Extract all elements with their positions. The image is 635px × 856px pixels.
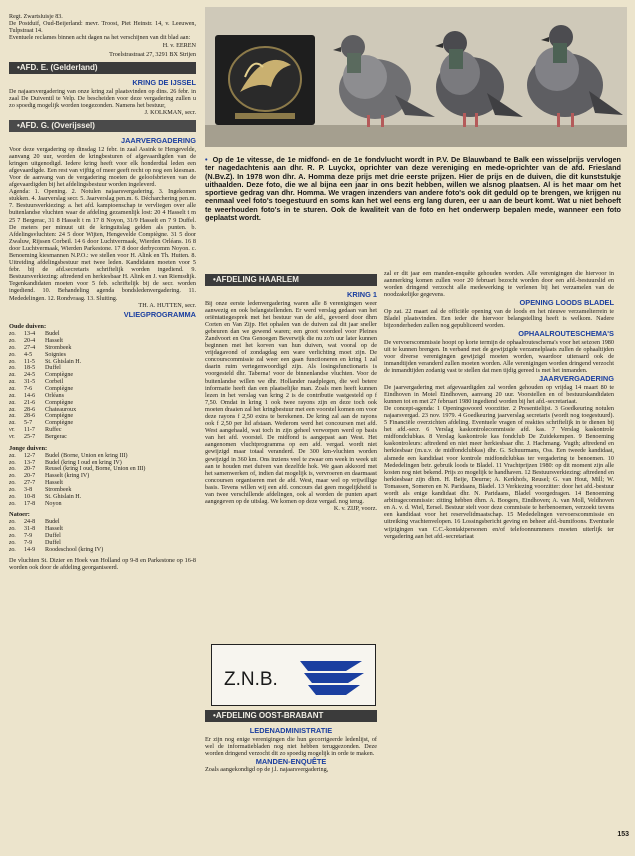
- schedule-date: 18-5: [24, 365, 36, 372]
- schedule-date: 4-5: [24, 351, 33, 358]
- schedule-day: zo.: [9, 540, 16, 546]
- schedule-place: St. Ghislain H.: [45, 493, 82, 500]
- signature-address: Troelstrastraat 27, 3291 BX Strijen: [109, 51, 196, 59]
- schedule-day: za.: [9, 392, 16, 399]
- schedule-row: [9, 379, 84, 386]
- schedule-row: [9, 427, 84, 434]
- section-heading: VLIEGPROGRAMMA: [123, 309, 196, 319]
- schedule-row: [9, 453, 148, 460]
- schedule-date: 27-7: [24, 480, 36, 487]
- schedule-place: Compiègne: [45, 413, 74, 420]
- schedule-place: Budel: [45, 519, 60, 526]
- schedule-title: Natoer:: [9, 511, 30, 519]
- article-body: De vervoerscommissie hoopt op korte termijn de ophaalrouteschema's voor het seizoen 1980 uit te kunnen brengen. In verband met de gewijzigde verzamelplaats zullen de ophaaltijden voor diverse verenigingen gewijzigd moeten worden, waardoor uiteraard ook de inmandtijden veranderd zullen moeten worden. Alle verenigingen worden dringend verzocht de inmandtijden zodanig vast te stellen dat men tijdig gereed is met het inmanden.: [384, 338, 614, 375]
- section-heading: JAARVERGADERING: [120, 136, 196, 146]
- schedule-date: 5-7: [24, 420, 33, 427]
- schedule-table-natoer: [9, 519, 106, 553]
- concept-agenda: De concept-agenda: 1 Openingswoord voorzitter. 2 Presentielijst. 3 Goedkeuring notulen najaarsvergad. 23 nov. 1979. 4 Goedkeuring jaarverslag secretaris (wordt nog toegestuurd). 5 Financiële overzichten afdeling. Eventuele vragen of reakties schriftelijk in te dienen bij het afd.-secr. 6 Verslag kaskontrolecommissie afd. kas. 7 Verslag kaskontrole midfondclubkas. 8 Verslag kaskontrole kas fondclub De Zuidekempen. 9 Benoeming kaskontroleurs: aftredend en niet meer herkiesbaar dhr. J. Hachmang. Vugth; aftredend en herkiesbaar (m.u.v. de midfondclubkas) dhr. G. Schuurmans, Oss. Een tweede kandidaat, alsmede een kandidaat voor kontrole midfondclubkas ter vergadering te benoemen. 10 Mededelingen betr. gebruik loods te Bladel. 11 Vrachtprijzen 1980: op dit moment zijn alle kosten nog niet bekend. Prijs zo mogelijk te handhaven. 12 Bestuursverkiezing: aftredend en herkiesbaar zijn dhrn. H. Beije, Deurne; A. Kerkhofs, Reusel; G. van Hout, Mill; W. Tomassen, Someren en N. Paridaans, Bladel. 13 Verkiezing voorzitter: door het afd.-bestuur wordt als enige kandidaat dhr. N. Paridaans, Bladel voorgedragen. 14 Benoeming arbitragecommissie: zitting hebben dhrn. A. Boogers, Eindhoven; A. van Moll, Veldhoven en A. v. d. Wiel, Eersel. Bestuur stelt voor deze commissie te herbenoemen, verzoekt tevens een kandidaat voor het reservelidmaatschap. 15 Mededelingen vervoerscommissie en uitreiking vrachtenvelopen. 16 Lossingsbericht geving en beheer afd.-bumifoons. Eventuele wijzigingen van C.C.-kontaktpersonen en/of telefoonnummers moeten uiterlijk ter vergadering aan het afd.-secretariaat: [384, 404, 614, 540]
- schedule-place: Compiègne: [45, 385, 74, 392]
- schedule-date: 13-7: [24, 459, 36, 466]
- schedule-row: [9, 393, 84, 400]
- schedule-place: Compiègne: [45, 372, 74, 379]
- schedule-date: 7-9: [24, 540, 33, 546]
- schedule-day: zo.: [9, 519, 16, 526]
- article-body: Bij onze eerste ledenvergadering waren alle 8 verenigingen weer aanwezig en ook belangstellenden. Er werd verslag gedaan van het oriëntatiegesprek met het bestuur van de afd., gevoerd door dhrn Corten en Van Zijp. Het ophalen van de duiven zal dit jaar sneller gebeuren dan we gewend waren; een groot voordeel voor Pleines Zandvoort en Ons Genoegen Beverwijk die nu zo'n uur later kunnen beginnen met het korven van hun duiven, wat vooral op de vrijdagavond of zondagdag een ware verlichting moet zijn. De concourscommissie zal weer een gaan functioneren en kring 1 zal daarin ruim vertegenwoordigd zijn. Als losingsfunctionaris is voorgesteld dhr. Taberna! voor de binnenlandse vluchten. Voor de buitenlandse willen we dhr. Hollander raadplegen, die wel betere informatie heeft dan een plaatselijke man. Zoals men heeft kunnen lezen in het verslag van kring 2 is de contributie vastgesteld op f 7,50. Omdat in kring 1 ook twee rayons zijn en deze toch ook moeten draaien zal het kringbestuur met een voorstel komen om voor deze rayons f 2,50 extra te berekenen. De kring zal aan de rayons ook f 2,50 per lid afstaan. Wederom werd het concoursen met afd. West aangehaald, wat toch in zijn geheel verworpen werd op basis van het afd. voorstel. De midfond is aangepast aan West. Het aangenomen vluchtprogramma op een afd. vergad. wordt niet gewijzigd maar totaal veranderd. De 300 km-vluchten worden gewijzigd in 360 km. Ons inziens veel te zwaar om week in week uit aan te houden met duiven van dezelfde hok. We gaan akkoord met het samenwerken of, indien dat mogelijk is, vervroeren en daarmaast concoursen organiseren met de afd. West, maar wel op vrijwillige basis. Tevens willen wij een afd. concours dat geen mogelijkheid is van twee verschillende afdelingen, ook al worden de punten apart aangegeven op de uitslag. We komen op deze vergad. nog terug.: [205, 299, 377, 506]
- section-heading: KRING 1: [347, 290, 377, 299]
- schedule-day: za.: [9, 406, 16, 413]
- schedule-date: 24-5: [24, 372, 36, 379]
- article-body: De najaarsvergadering van onze kring zal plaatsvinden op dins. 26 febr. in zaal De Duiventil te Velp. De bescheiden voor deze vergadering zullen u zo spoedig mogelijk worden toegezonden. Namens het bestuur,: [9, 87, 196, 109]
- schedule-place: Hasselt (kring IV): [45, 473, 90, 480]
- schedule-row: [9, 487, 148, 494]
- schedule-table-jonge: [9, 453, 148, 508]
- schedule-day: zo.: [9, 473, 16, 480]
- pigeon-photo-illustration: [205, 7, 627, 147]
- schedule-date: 31-5: [24, 379, 36, 386]
- schedule-place: Duffel: [45, 365, 61, 372]
- schedule-day: zo.: [9, 331, 16, 338]
- schedule-row: [9, 352, 84, 359]
- schedule-day: zo.: [9, 480, 16, 487]
- schedule-place: Bergerac: [45, 433, 67, 440]
- schedule-date: 20-7: [24, 473, 36, 480]
- schedule-place: Budel (Borne, Union en kring III): [45, 452, 128, 459]
- schedule-place: Chateauroux: [45, 406, 77, 413]
- schedule-place: Orléans: [45, 392, 64, 399]
- schedule-day: za.: [9, 413, 16, 420]
- schedule-row: [9, 540, 106, 547]
- schedule-date: 14-6: [24, 392, 36, 399]
- schedule-row: [9, 338, 84, 345]
- schedule-date: 17-8: [24, 500, 36, 507]
- schedule-day: zo.: [9, 546, 16, 553]
- article-body: zal er dit jaar een manden-enquête gehouden worden. Alle verenigingen die hiervoor in aanmerking komen zullen voor 20 februari bezocht worden door een afd.-bestuurslid en worden dringend verzocht alle medewerking te verlenen bij het verzamelen van de noodzakelijke gegevens.: [384, 270, 614, 299]
- article-body: Zoals aangekondigd op de j.l. najaarsvergadering,: [205, 766, 329, 774]
- caption-bullet: •: [205, 155, 208, 164]
- schedule-day: zo.: [9, 526, 16, 533]
- schedule-date: 11-5: [24, 358, 35, 365]
- schedule-row: [9, 331, 84, 338]
- signature: H. v. EEREN: [162, 42, 196, 49]
- schedule-date: 25-7: [24, 433, 36, 440]
- signature: TH. A. HUTTEN, secr.: [138, 301, 196, 309]
- photo-caption-text: Op de 1e vitesse, de 1e midfond- en de 1e fondvlucht wordt in P.V. De Blauwband te Balk een wisselprijs vervlogen ter nagedachtenis aan dhr. R. P. Luyckx, oprichter van deze vereniging en mede-oprichter van de afd. Friesland (N.Bv.Z). In 1978 won dhr. A. Homma deze prijs met drie eerste prijzen. Hier de prijs en de duiven, die dit kunststukje uithaalden. Deze foto, die we al bijna een jaar in ons bezit hebben, willen we alsnog plaatsen. Al is het maar om het sportieve gedrag van dhr. Homma. We vragen inzenders van andere foto's ook dit geduld op te brengen, we krijgen nu eenmaal veel foto's toegestuurd en soms kan het wel eens erg lang duren, eer u aan de beurt komt. Wat u niet behoeft te weerhouden foto's in te sturen. Ook de kwaliteit van de foto en het onderwerp bepalen mede, wanneer een foto geplaatst wordt.: [205, 155, 621, 223]
- section-band-afd-g: • AFD. G. (Overijssel): [9, 120, 196, 132]
- schedule-place: Duffel: [45, 533, 61, 540]
- schedule-place: Compiègne: [45, 399, 74, 406]
- schedule-place: Hasselt: [45, 480, 63, 487]
- article-body: Voor deze vergadering op dinsdag 12 febr. in zaal Assink te Hengevelde, aanvang 20 uur, worden de kringbesturen of afgevaardigden van de kringen uitgenodigd. Iedere kring heeft voor elk honderdtal leden een afgevaardigde. Een rest van vijftig of meer geeft recht op nog een kiesman. Voor de aanvang van de vergadering moeten de geloofsbrieven van de afgevaardigden bij het afdelingsbestuur worden ingeleverd.: [9, 145, 196, 189]
- schedule-row: [9, 372, 84, 379]
- schedule-place: Hasselt: [45, 526, 63, 533]
- schedule-row: [9, 473, 148, 480]
- schedule-day: zo.: [9, 365, 16, 372]
- schedule-footer: De vluchten St. Dizier en Hoek van Holland op 9-8 en Parkestone op 16-8 worden ook door de afdeling georganiseerd.: [9, 556, 196, 571]
- schedule-day: zo.: [9, 459, 16, 466]
- section-band-afd-e: • AFD. E. (Gelderland): [9, 62, 196, 74]
- schedule-day: vr.: [9, 433, 15, 440]
- section-band-oost-brabant: • AFDELING OOST-BRABANT: [205, 710, 377, 722]
- schedule-day: za.: [9, 399, 16, 406]
- schedule-place: Ruffec: [45, 427, 62, 434]
- schedule-date: 10-8: [24, 493, 36, 500]
- schedule-place: Compiègne: [45, 420, 74, 427]
- schedule-date: 7-9: [24, 533, 33, 540]
- section-heading: OPENING LOODS BLADEL: [519, 298, 614, 308]
- schedule-day: za.: [9, 452, 16, 459]
- schedule-place: Hasselt: [45, 338, 63, 345]
- znb-logo-text: Z.N.B.: [224, 669, 278, 690]
- article-body: De jaarvergadering met afgevaardigden zal worden gehouden op vrijdag 14 maart 80 te Eindhoven in Motel Eindhoven, aanvang 20 uur. Voorstellen en of bestuurskandidaten kunnen tot en met 27 februari 1980 ingediend worden bij het afd.-secretariaat.: [384, 383, 614, 405]
- signature: J. KOLKMAN, secr.: [144, 108, 196, 116]
- schedule-day: zo.: [9, 486, 16, 493]
- schedule-title: Jonge duiven:: [9, 444, 48, 452]
- schedule-title: Oude duiven:: [9, 323, 47, 331]
- schedule-row: [9, 547, 106, 554]
- schedule-row: [9, 519, 106, 526]
- schedule-table-oude: [9, 331, 84, 441]
- schedule-day: za.: [9, 372, 16, 379]
- schedule-date: 12-7: [24, 452, 36, 459]
- schedule-date: 14-9: [24, 546, 36, 553]
- schedule-date: 11-7: [24, 427, 35, 434]
- address-line: De Postduif, Oud-Beijerland: mevr. Troost, Piet Heinstr. 14, v. Leeuwen, Tulpstraat 14.: [9, 21, 196, 34]
- schedule-date: 27-4: [24, 344, 36, 351]
- schedule-row: [9, 400, 84, 407]
- schedule-row: [9, 365, 84, 372]
- schedule-row: [9, 345, 84, 352]
- schedule-day: zo.: [9, 493, 16, 500]
- section-heading: JAARVERGADERING: [538, 374, 614, 384]
- schedule-date: 28-6: [24, 406, 36, 413]
- schedule-place: Duffel: [45, 540, 61, 546]
- schedule-place: Soignies: [45, 351, 66, 358]
- right-column: [384, 270, 614, 842]
- schedule-place: Reusel (kring I oud, Borne, Union en III): [45, 466, 146, 473]
- schedule-place: Roodeschool (kring IV): [45, 546, 104, 553]
- schedule-date: 3-8: [24, 486, 33, 493]
- znb-logo: [211, 644, 376, 706]
- article-body: Er zijn nog enige verenigingen die hun gecorrigeerde ledenlijst, of wel de informatiebladen nog niet hebben teruggezonden. Deze worden dringend verzocht dit zo spoedig mogelijk in orde te maken.: [205, 735, 377, 757]
- section-heading: OPHAALROUTESCHEMA'S: [518, 329, 614, 339]
- schedule-place: Strombeek: [45, 486, 72, 493]
- signature: K. v. ZIJP, voorz.: [333, 505, 377, 513]
- schedule-row: [9, 480, 148, 487]
- schedule-row: [9, 434, 84, 441]
- schedule-row: [9, 413, 84, 420]
- section-heading: KRING DE IJSSEL: [132, 78, 196, 88]
- schedule-row: [9, 420, 84, 427]
- left-column: [9, 14, 196, 846]
- schedule-place: Noyon: [45, 500, 62, 507]
- address-line: Eventuele reclames binnen acht dagen na het verschijnen van dit blad aan:: [9, 35, 191, 41]
- pigeon-photo: [205, 7, 627, 147]
- agenda-text: Agenda: 1. Opening. 2. Notulen najaarsvergadering. 3. Ingekomen stukken. 4. Jaarverslag secr. 5. Jaarverslag pen.m. 6. Décharchering pen.m. 7. Bestuursverkiezing: a. het afd. kampioenschap te vervliegen over alle buitenlandse vluchten waar de afdeling gezamenlijk lost: 20 4 Hasselt t m 25 7 Bergerac, 31 8 Hasselt t m 17 8 Noyon, 31/9 Hasselt en 7 9 Duffel. De meters per minuut uit de kringuitslag gelden als punten. b. Afdelingsvluchten: 24 5 door Wijten, Hengevelde Compiègne. 31 5 door Zwaluw, Rijssen Corbeil. 14 6 door Luchtvermaak, Wierden Orléans. 16 8 door Luchtvermaak, Wierden Parkestone. 17 8 door derbycomm Noyon. c. Benoeming kiesmannen N.P.O.: we stellen voor H. Alink en Th. Hutten. 8. Uitreiding afdelingsbestuur met twee leden. Kandidaten moeten voor 5 febr. bij de afd.secretaris schriftelijk worden ingediend. 9. Bestuursverkiezing: aftredend en herkiesbaar H. Alink en J. van Riemsdijk. Tegenkandidaten moeten voor 5 feb. schriftelijk bij de secr. worden ingediend. 10. Behandeling agenda bondsledenvergadering. 11. Mededelingen. 12. Rondvraag. 13. Sluiting.: [9, 188, 196, 302]
- schedule-place: Budel: [45, 331, 60, 338]
- page-number: 153: [617, 831, 629, 838]
- schedule-day: zo.: [9, 351, 16, 358]
- address-line: Regt. Zwartsluisje 83.: [9, 14, 63, 20]
- schedule-row: [9, 407, 84, 414]
- photo-caption: [205, 156, 621, 222]
- schedule-day: vr.: [9, 427, 15, 434]
- schedule-day: zo.: [9, 338, 16, 345]
- schedule-row: [9, 494, 148, 501]
- schedule-row: [9, 386, 84, 393]
- section-heading: MANDEN-ENQUÊTE: [255, 756, 327, 766]
- article-body: Op zat. 22 maart zal de officiële opening van de loods en het nieuwe verzamelterrein te Bladel plaatsvinden. Een ieder die hiervoor belangstelling heeft is welkom. Nadere bijzonderheden zullen nog gepubliceerd worden.: [384, 307, 614, 330]
- schedule-place: Corbeil: [45, 379, 64, 386]
- schedule-day: zo.: [9, 533, 16, 540]
- schedule-date: 21-6: [24, 399, 36, 406]
- schedule-date: 28-6: [24, 413, 36, 420]
- section-band-haarlem: • AFDELING HAARLEM: [205, 274, 377, 286]
- schedule-place: Budel (kring I oud en kring IV): [45, 459, 122, 466]
- schedule-date: 31-8: [24, 526, 36, 533]
- schedule-date: 20-4: [24, 338, 36, 345]
- schedule-date: 24-8: [24, 519, 36, 526]
- middle-column-lower: [205, 706, 377, 846]
- section-heading: LEDENADMINISTRATIE: [249, 726, 333, 735]
- schedule-row: [9, 501, 148, 508]
- schedule-day: zo.: [9, 344, 16, 351]
- schedule-day: zo.: [9, 466, 16, 473]
- znb-logo-graphic: [212, 645, 375, 705]
- schedule-day: za.: [9, 420, 16, 427]
- schedule-day: za.: [9, 385, 16, 392]
- schedule-day: zo.: [9, 500, 16, 507]
- schedule-date: 20-7: [24, 466, 36, 473]
- schedule-day: za.: [9, 379, 16, 386]
- schedule-date: 7-6: [24, 385, 33, 392]
- schedule-day: zo.: [9, 358, 16, 365]
- schedule-place: Strombeek: [45, 344, 72, 351]
- schedule-place: St. Ghislain H.: [45, 358, 82, 365]
- schedule-date: 13-4: [24, 331, 36, 338]
- schedule-row: [9, 533, 106, 540]
